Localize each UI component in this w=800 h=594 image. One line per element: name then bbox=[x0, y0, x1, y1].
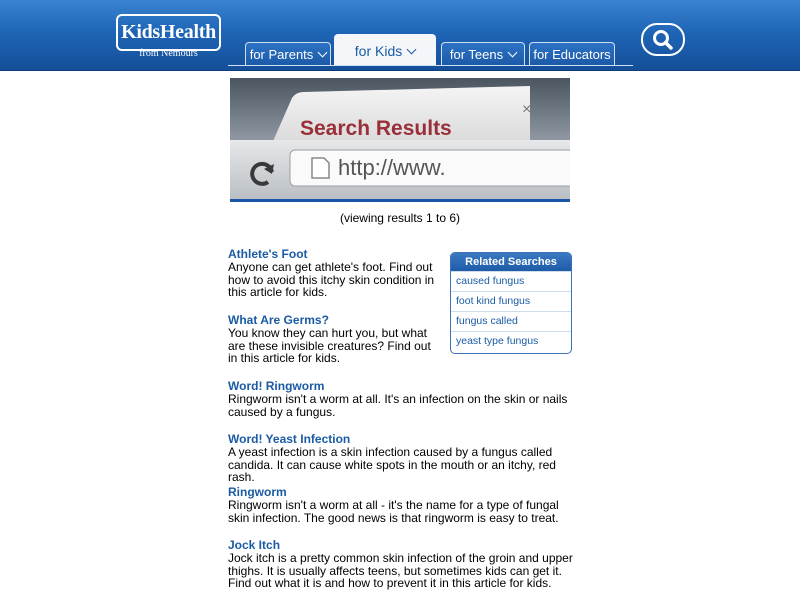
result-item bbox=[228, 539, 573, 590]
tab-for-parents[interactable] bbox=[245, 42, 331, 65]
tab-for-teens[interactable] bbox=[441, 42, 525, 65]
chevron-down-icon bbox=[407, 45, 417, 55]
search-results-banner bbox=[230, 78, 570, 201]
banner-url: http://www. bbox=[338, 155, 446, 180]
result-item bbox=[228, 248, 443, 299]
related-search-link[interactable]: yeast type fungus bbox=[451, 331, 571, 351]
results-count: (viewing results 1 to 6) bbox=[339, 211, 461, 225]
related-search-link[interactable]: foot kind fungus bbox=[451, 291, 571, 311]
search-button[interactable] bbox=[641, 23, 685, 56]
tab-label: for Parents bbox=[249, 47, 314, 62]
close-tab-icon: × bbox=[522, 101, 532, 118]
related-search-link[interactable]: caused fungus bbox=[451, 271, 571, 291]
site-header bbox=[0, 0, 800, 71]
tabs-divider bbox=[228, 65, 633, 66]
result-description: You know they can hurt you, but what are these invisible creatures? Find out in this article for kids. bbox=[228, 326, 431, 365]
search-icon bbox=[652, 29, 674, 51]
result-title-link[interactable]: Jock Itch bbox=[228, 538, 281, 552]
related-search-link[interactable]: fungus called bbox=[451, 311, 571, 331]
tab-label: for Kids bbox=[354, 43, 403, 59]
result-title-link[interactable]: Word! Yeast Infection bbox=[228, 432, 351, 446]
result-item bbox=[228, 486, 573, 524]
result-description: Jock itch is a pretty common skin infection of the groin and upper thighs. It is usually affects teens, but sometimes kids can get it. Find out what it is and how to prevent it in this article for kids. bbox=[228, 551, 573, 590]
kidshealth-logo[interactable]: KidsHealth bbox=[116, 14, 221, 51]
result-item bbox=[228, 380, 573, 418]
result-title-link[interactable]: Athlete's Foot bbox=[228, 247, 308, 261]
result-description: Anyone can get athlete's foot. Find out how to avoid this itchy skin condition in this article for kids. bbox=[228, 260, 435, 299]
tab-for-kids[interactable] bbox=[334, 34, 436, 66]
logo-subtitle: from Nemours bbox=[139, 48, 198, 59]
tab-label: for Educators bbox=[533, 47, 611, 62]
result-description: Ringworm isn't a worm at all - it's the name for a type of fungal skin infection. The good news is that ringworm is easy to treat. bbox=[228, 498, 559, 525]
chevron-down-icon bbox=[508, 48, 518, 58]
result-item bbox=[228, 314, 443, 365]
banner-divider bbox=[230, 199, 570, 202]
tab-label: for Teens bbox=[449, 47, 504, 62]
result-title-link[interactable]: Ringworm bbox=[228, 485, 287, 499]
tab-for-educators[interactable] bbox=[529, 42, 615, 65]
related-searches-title: Related Searches bbox=[451, 253, 571, 271]
result-description: A yeast infection is a skin infection caused by a fungus called candida. It can cause white spots in the mouth or an itchy, red rash. bbox=[228, 445, 556, 484]
page-icon bbox=[312, 158, 329, 178]
chevron-down-icon bbox=[318, 48, 328, 58]
result-title-link[interactable]: Word! Ringworm bbox=[228, 379, 325, 393]
result-title-link[interactable]: What Are Germs? bbox=[228, 313, 329, 327]
related-searches-box bbox=[450, 252, 572, 354]
result-item bbox=[228, 433, 573, 484]
banner-heading: Search Results bbox=[300, 117, 452, 140]
result-description: Ringworm isn't a worm at all. It's an infection on the skin or nails caused by a fungus. bbox=[228, 392, 568, 419]
